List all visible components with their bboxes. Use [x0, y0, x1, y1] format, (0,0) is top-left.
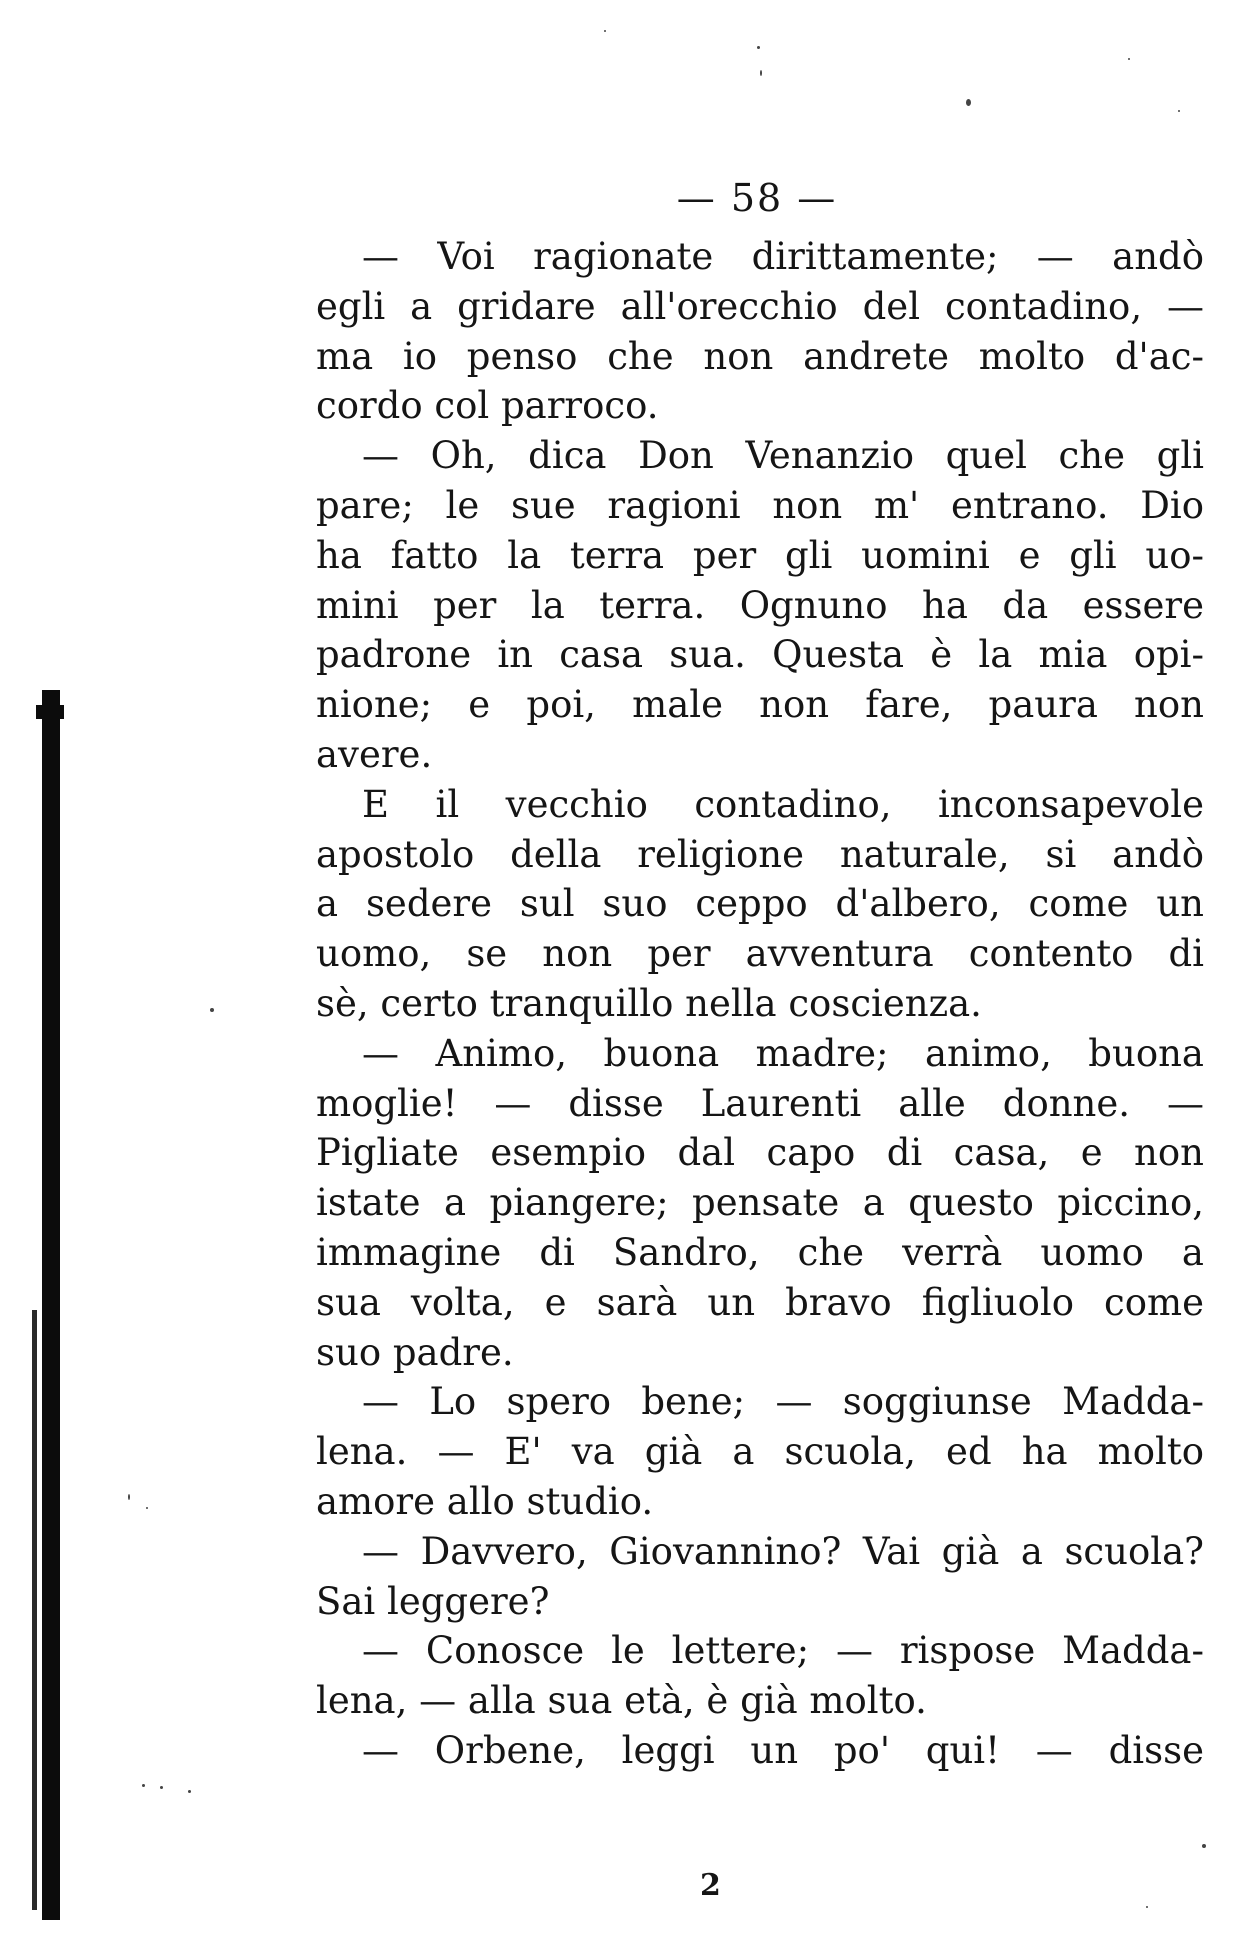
text-line: padrone in casa sua. Questa è la mia opi- — [316, 633, 1204, 677]
text-line: lena. — E' va già a scuola, ed ha molto — [316, 1430, 1204, 1474]
text-line: cordo col parroco. — [316, 384, 659, 428]
paragraph — [316, 1029, 1204, 1378]
text-line: uomo, se non per avventura contento di — [316, 932, 1204, 976]
text-line: immagine di Sandro, che verrà uomo a — [316, 1230, 1204, 1274]
text-line: egli a gridare all'orecchio del contadino, — — [316, 284, 1204, 328]
text-line: Sai leggere? — [316, 1579, 550, 1623]
paragraph — [316, 780, 1204, 1029]
paragraph — [316, 1527, 1204, 1627]
body-text — [316, 232, 1204, 1776]
text-line: — Oh, dica Don Venanzio quel che gli — [362, 434, 1204, 478]
signature-mark: 2 — [700, 1868, 721, 1903]
text-line: a sedere sul suo ceppo d'albero, come un — [316, 882, 1204, 926]
text-line: nione; e poi, male non fare, paura non — [316, 683, 1204, 727]
text-line: moglie! — disse Laurenti alle donne. — — [316, 1081, 1204, 1125]
text-line: — Animo, buona madre; animo, buona — [362, 1031, 1204, 1075]
text-line: — Voi ragionate dirittamente; — andò — [362, 235, 1204, 278]
page-number: — 58 — — [676, 176, 838, 220]
paragraph — [316, 1377, 1204, 1526]
text-line: — Orbene, leggi un po' qui! — disse — [362, 1728, 1204, 1772]
paragraph — [316, 1626, 1204, 1726]
text-line: lena, — alla sua età, è già molto. — [316, 1679, 927, 1723]
text-line: sè, certo tranquillo nella coscienza. — [316, 981, 982, 1025]
paragraph — [316, 431, 1204, 780]
text-line: ma io penso che non andrete molto d'ac- — [316, 334, 1204, 378]
text-line: sua volta, e sarà un bravo figliuolo come — [316, 1280, 1204, 1324]
text-line: — Davvero, Giovannino? Vai già a scuola? — [362, 1529, 1204, 1573]
text-line: Pigliate esempio dal capo di casa, e non — [316, 1131, 1204, 1175]
text-line: suo padre. — [316, 1330, 514, 1374]
text-line: mini per la terra. Ognuno ha da essere — [316, 583, 1204, 627]
text-line: avere. — [316, 732, 433, 776]
paragraph — [316, 1726, 1204, 1776]
text-line: apostolo della religione naturale, si andò — [316, 832, 1204, 876]
text-line: amore allo studio. — [316, 1479, 654, 1523]
text-line: — Conosce le lettere; — rispose Madda- — [362, 1629, 1204, 1673]
text-line: E il vecchio contadino, inconsapevole — [362, 782, 1204, 826]
text-line: — Lo spero bene; — soggiunse Madda- — [362, 1380, 1204, 1424]
text-line: ha fatto la terra per gli uomini e gli uo- — [316, 533, 1204, 577]
text-line: istate a piangere; pensate a questo piccino, — [316, 1181, 1204, 1225]
paragraph — [316, 232, 1204, 431]
text-line: pare; le sue ragioni non m' entrano. Dio — [316, 483, 1204, 527]
